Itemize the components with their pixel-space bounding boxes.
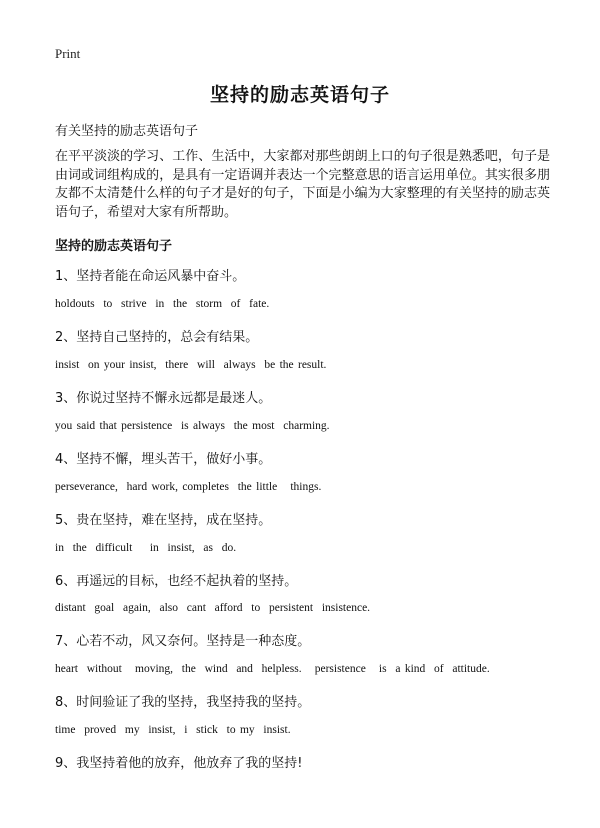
- sentence-zh-2: 2、坚持自己坚持的，总会有结果。: [55, 330, 259, 345]
- section-heading: 坚持的励志英语句子: [55, 239, 173, 254]
- sentence-zh-1: 1、坚持者能在命运风暴中奋斗。: [55, 269, 246, 284]
- print-link[interactable]: Print: [55, 46, 81, 61]
- sentence-en-2: insist on your insist, there will always be the result.: [55, 359, 327, 371]
- sentence-en-6: distant goal again, also cant afford to persistent insistence.: [55, 602, 371, 614]
- sentence-en-3: you said that persistence is always the most charming.: [55, 420, 330, 432]
- sentence-zh-7: 7、心若不动，风又奈何。坚持是一种态度。: [55, 634, 311, 649]
- subtitle: 有关坚持的励志英语句子: [55, 124, 199, 139]
- sentence-zh-9: 9、我坚持着他的放弃，他放弃了我的坚持!: [55, 756, 303, 771]
- sentence-en-5: in the difficult in insist, as do.: [55, 542, 237, 554]
- intro-paragraph: 在平平淡淡的学习、工作、生活中，大家都对那些朗朗上口的句子很是熟悉吧，句子是由词或词组构成的，是具有一定语调并表达一个完整意思的语言运用单位。其实很多朋友都不太清楚什么样的句子才是好的句子，下面是小编为大家整理的有关坚持的励志英语句子，希望对大家有所帮助。: [55, 149, 550, 220]
- sentence-en-7: heart without moving, the wind and helpless. persistence is a kind of attitude.: [55, 663, 490, 675]
- sentence-en-1: holdouts to strive in the storm of fate.: [55, 298, 270, 310]
- sentence-zh-4: 4、坚持不懈，埋头苦干，做好小事。: [55, 452, 272, 467]
- sentence-zh-3: 3、你说过坚持不懈永远都是最迷人。: [55, 391, 272, 406]
- sentence-en-4: perseverance, hard work, completes the little things.: [55, 481, 322, 493]
- sentence-en-8: time proved my insist, i stick to my insist.: [55, 724, 291, 736]
- page-title: 坚持的励志英语句子: [209, 84, 390, 106]
- sentence-zh-6: 6、再遥远的目标，也经不起执着的坚持。: [55, 574, 298, 589]
- sentence-zh-5: 5、贵在坚持，难在坚持，成在坚持。: [55, 513, 272, 528]
- sentence-zh-8: 8、时间验证了我的坚持，我坚持我的坚持。: [55, 695, 311, 710]
